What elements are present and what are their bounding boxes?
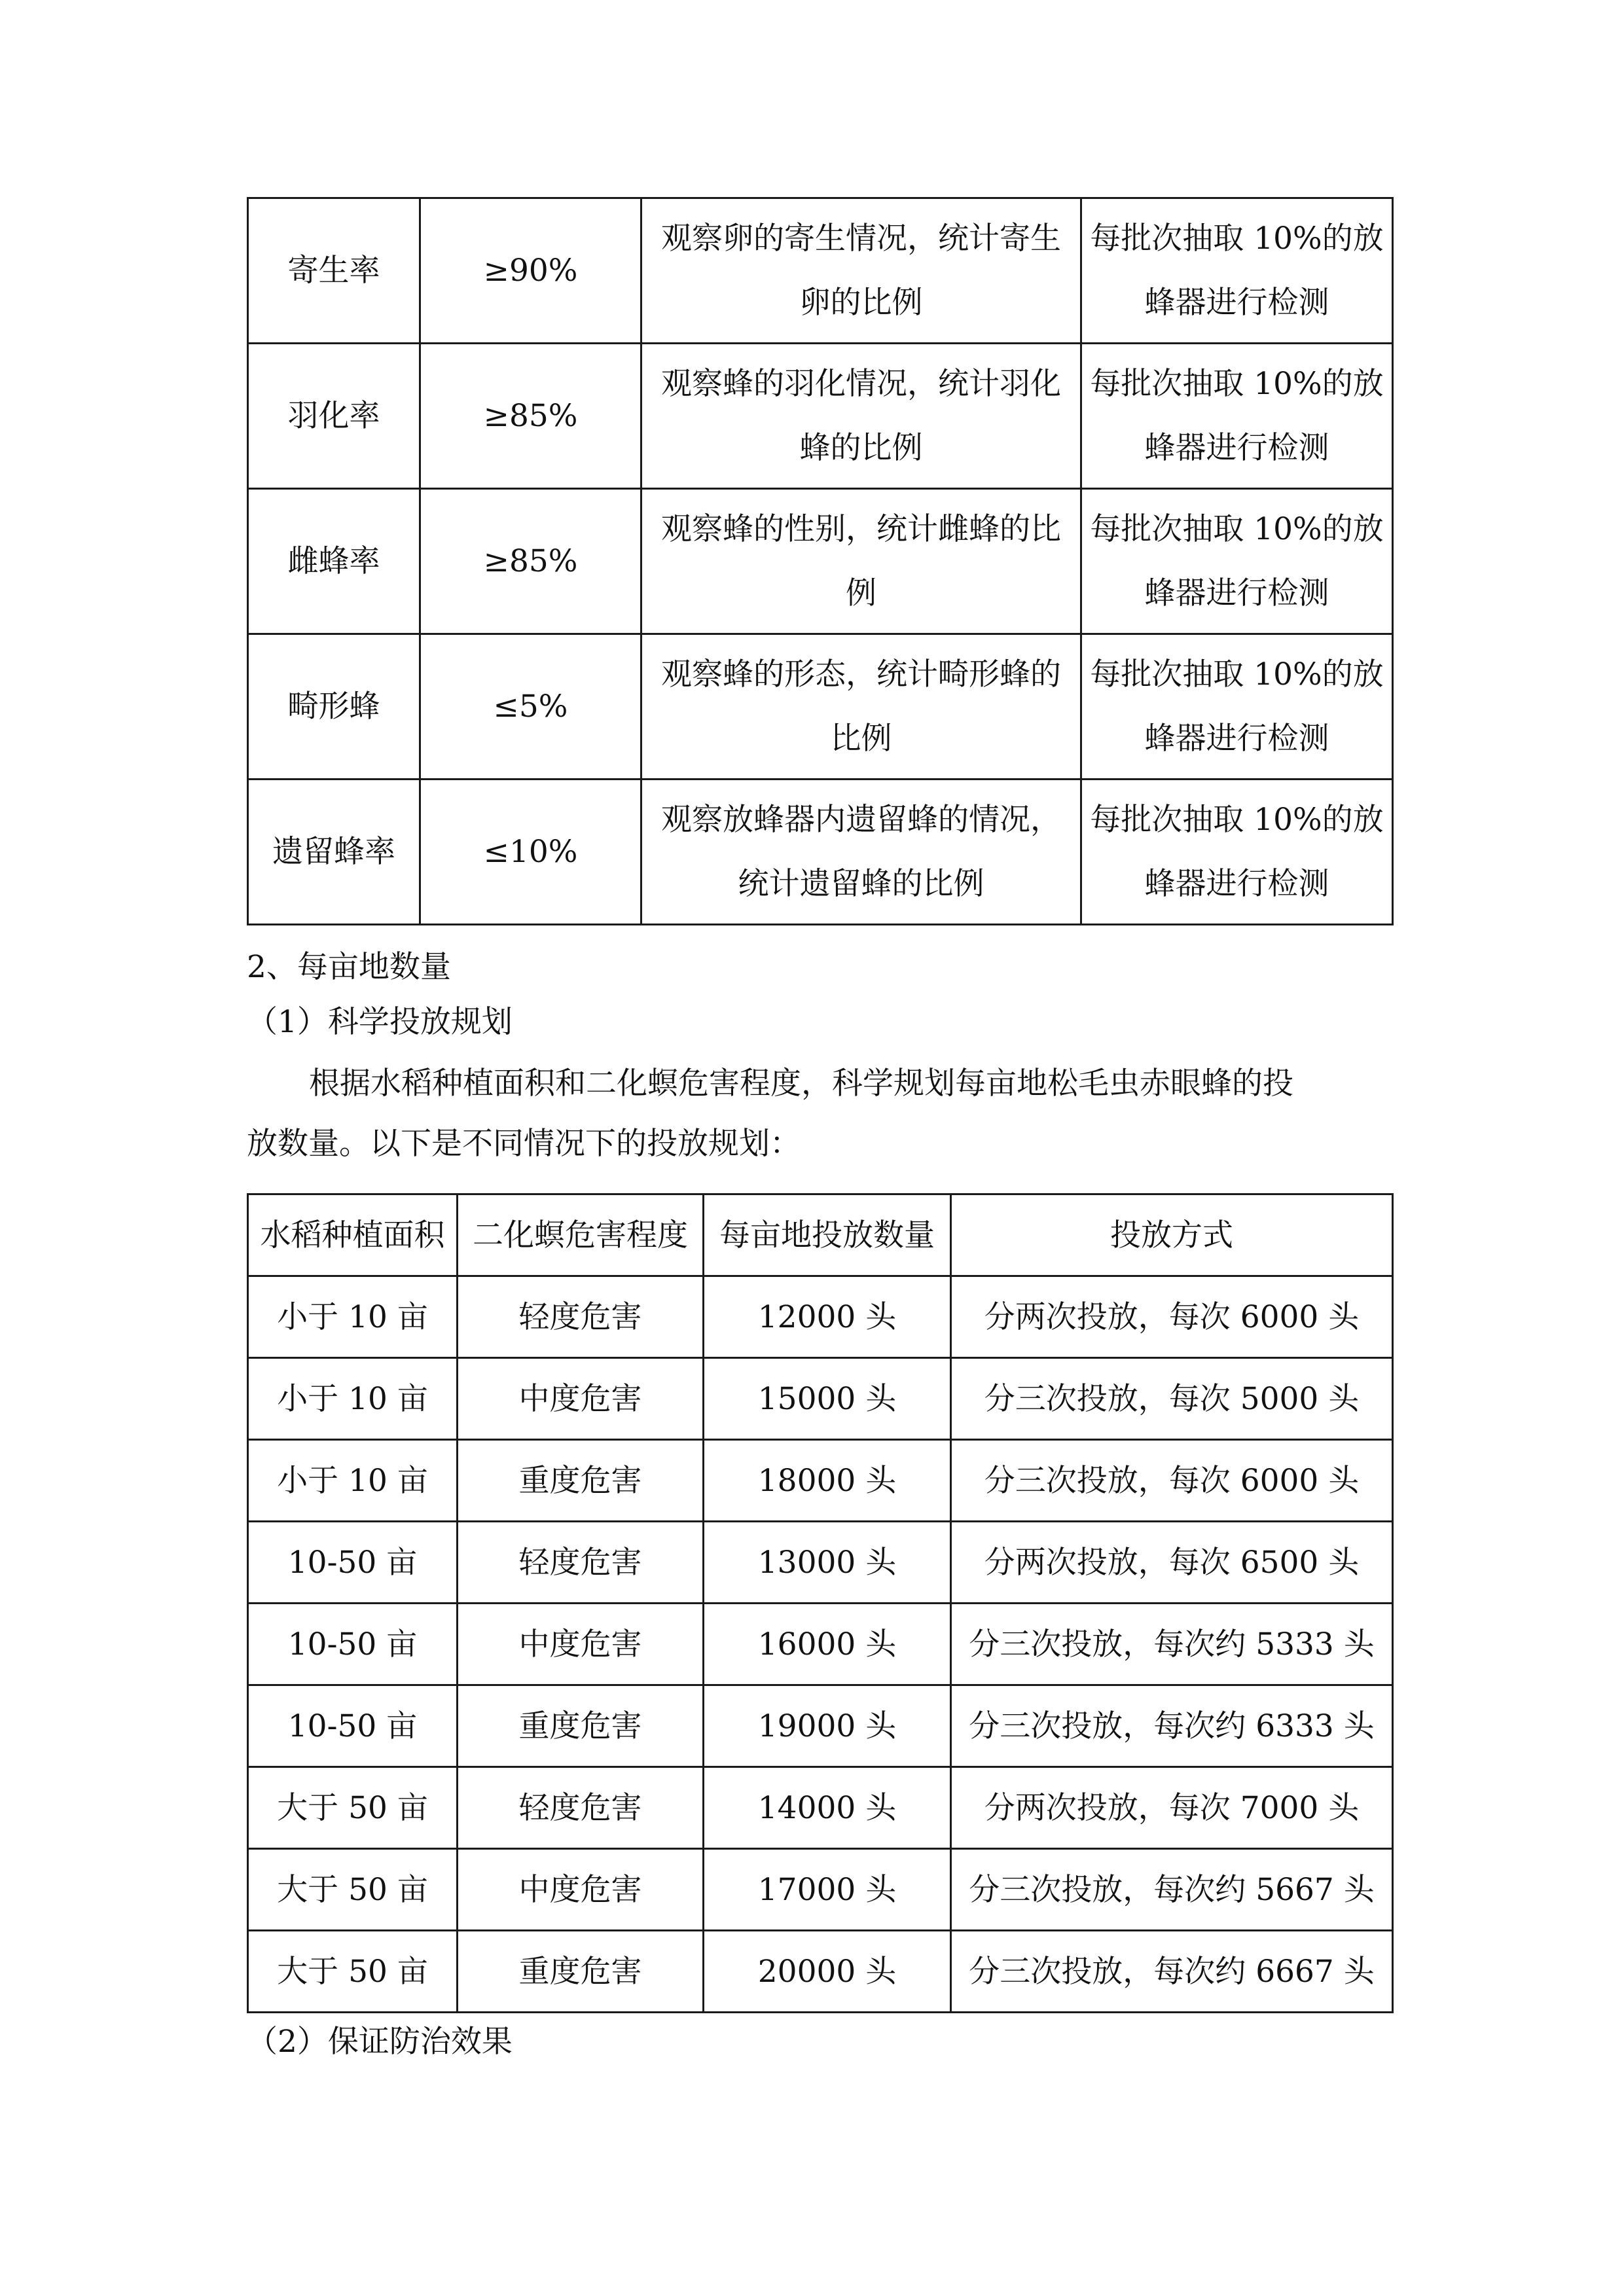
severity-cell: 轻度危害 (458, 1276, 704, 1358)
table-row (248, 780, 1393, 925)
quantity-cell: 18000 头 (704, 1440, 951, 1522)
severity-cell: 轻度危害 (458, 1767, 704, 1849)
column-header: 二化螟危害程度 (458, 1194, 704, 1276)
area-cell: 小于 10 亩 (248, 1440, 458, 1522)
table-row (248, 634, 1393, 780)
standard-cell: ≤5% (420, 634, 641, 780)
method-cell: 分三次投放，每次约 5333 头 (951, 1604, 1393, 1685)
area-cell: 小于 10 亩 (248, 1276, 458, 1358)
area-cell: 10-50 亩 (248, 1604, 458, 1685)
method-cell: 观察放蜂器内遗留蜂的情况，统计遗留蜂的比例 (641, 780, 1081, 925)
severity-cell: 重度危害 (458, 1931, 704, 2013)
sampling-cell: 每批次抽取 10%的放蜂器进行检测 (1081, 344, 1393, 489)
indicator-cell: 寄生率 (248, 198, 420, 344)
area-cell: 大于 50 亩 (248, 1931, 458, 2013)
indicator-cell: 遗留蜂率 (248, 780, 420, 925)
quantity-cell: 12000 头 (704, 1276, 951, 1358)
sampling-cell: 每批次抽取 10%的放蜂器进行检测 (1081, 634, 1393, 780)
sampling-cell: 每批次抽取 10%的放蜂器进行检测 (1081, 780, 1393, 925)
method-cell: 分三次投放，每次 5000 头 (951, 1358, 1393, 1440)
release-plan-table (247, 1193, 1394, 2013)
method-cell: 分三次投放，每次约 5667 头 (951, 1849, 1393, 1931)
indicator-cell: 畸形蜂 (248, 634, 420, 780)
area-cell: 10-50 亩 (248, 1522, 458, 1604)
severity-cell: 中度危害 (458, 1604, 704, 1685)
table-row (248, 1522, 1393, 1604)
indicator-cell: 羽化率 (248, 344, 420, 489)
method-cell: 分三次投放，每次 6000 头 (951, 1440, 1393, 1522)
table-row (248, 489, 1393, 634)
quantity-cell: 15000 头 (704, 1358, 951, 1440)
quality-control-table (247, 197, 1394, 925)
standard-cell: ≥90% (420, 198, 641, 344)
standard-cell: ≤10% (420, 780, 641, 925)
column-header: 每亩地投放数量 (704, 1194, 951, 1276)
table-row (248, 1931, 1393, 2013)
subsection-heading-effect: （2）保证防治效果 (247, 2024, 513, 2060)
paragraph-line: 放数量。以下是不同情况下的投放规划： (247, 1126, 801, 1162)
standard-cell: ≥85% (420, 489, 641, 634)
method-cell: 分两次投放，每次 6500 头 (951, 1522, 1393, 1604)
table-header-row (248, 1194, 1393, 1276)
table-row (248, 1849, 1393, 1931)
quantity-cell: 19000 头 (704, 1685, 951, 1767)
indicator-cell: 雌蜂率 (248, 489, 420, 634)
severity-cell: 中度危害 (458, 1849, 704, 1931)
sampling-cell: 每批次抽取 10%的放蜂器进行检测 (1081, 198, 1393, 344)
table-row (248, 1685, 1393, 1767)
method-cell: 观察卵的寄生情况，统计寄生卵的比例 (641, 198, 1081, 344)
method-cell: 分三次投放，每次约 6667 头 (951, 1931, 1393, 2013)
quantity-cell: 16000 头 (704, 1604, 951, 1685)
table-row (248, 344, 1393, 489)
column-header: 投放方式 (951, 1194, 1393, 1276)
area-cell: 大于 50 亩 (248, 1849, 458, 1931)
area-cell: 小于 10 亩 (248, 1358, 458, 1440)
quantity-cell: 17000 头 (704, 1849, 951, 1931)
method-cell: 分两次投放，每次 6000 头 (951, 1276, 1393, 1358)
quantity-cell: 20000 头 (704, 1931, 951, 2013)
table-row (248, 1767, 1393, 1849)
method-cell: 分两次投放，每次 7000 头 (951, 1767, 1393, 1849)
severity-cell: 重度危害 (458, 1685, 704, 1767)
quantity-cell: 14000 头 (704, 1767, 951, 1849)
section-heading: 2、每亩地数量 (247, 949, 451, 985)
area-cell: 10-50 亩 (248, 1685, 458, 1767)
column-header: 水稻种植面积 (248, 1194, 458, 1276)
table-row (248, 1604, 1393, 1685)
subsection-heading-planning: （1）科学投放规划 (247, 1004, 513, 1040)
quantity-cell: 13000 头 (704, 1522, 951, 1604)
paragraph-line: 根据水稻种植面积和二化螟危害程度，科学规划每亩地松毛虫赤眼蜂的投 (309, 1066, 1293, 1102)
table-row (248, 198, 1393, 344)
table-row (248, 1276, 1393, 1358)
method-cell: 观察蜂的性别，统计雌蜂的比例 (641, 489, 1081, 634)
method-cell: 分三次投放，每次约 6333 头 (951, 1685, 1393, 1767)
table-row (248, 1440, 1393, 1522)
area-cell: 大于 50 亩 (248, 1767, 458, 1849)
method-cell: 观察蜂的形态，统计畸形蜂的比例 (641, 634, 1081, 780)
standard-cell: ≥85% (420, 344, 641, 489)
method-cell: 观察蜂的羽化情况，统计羽化蜂的比例 (641, 344, 1081, 489)
sampling-cell: 每批次抽取 10%的放蜂器进行检测 (1081, 489, 1393, 634)
severity-cell: 轻度危害 (458, 1522, 704, 1604)
severity-cell: 重度危害 (458, 1440, 704, 1522)
table-row (248, 1358, 1393, 1440)
severity-cell: 中度危害 (458, 1358, 704, 1440)
